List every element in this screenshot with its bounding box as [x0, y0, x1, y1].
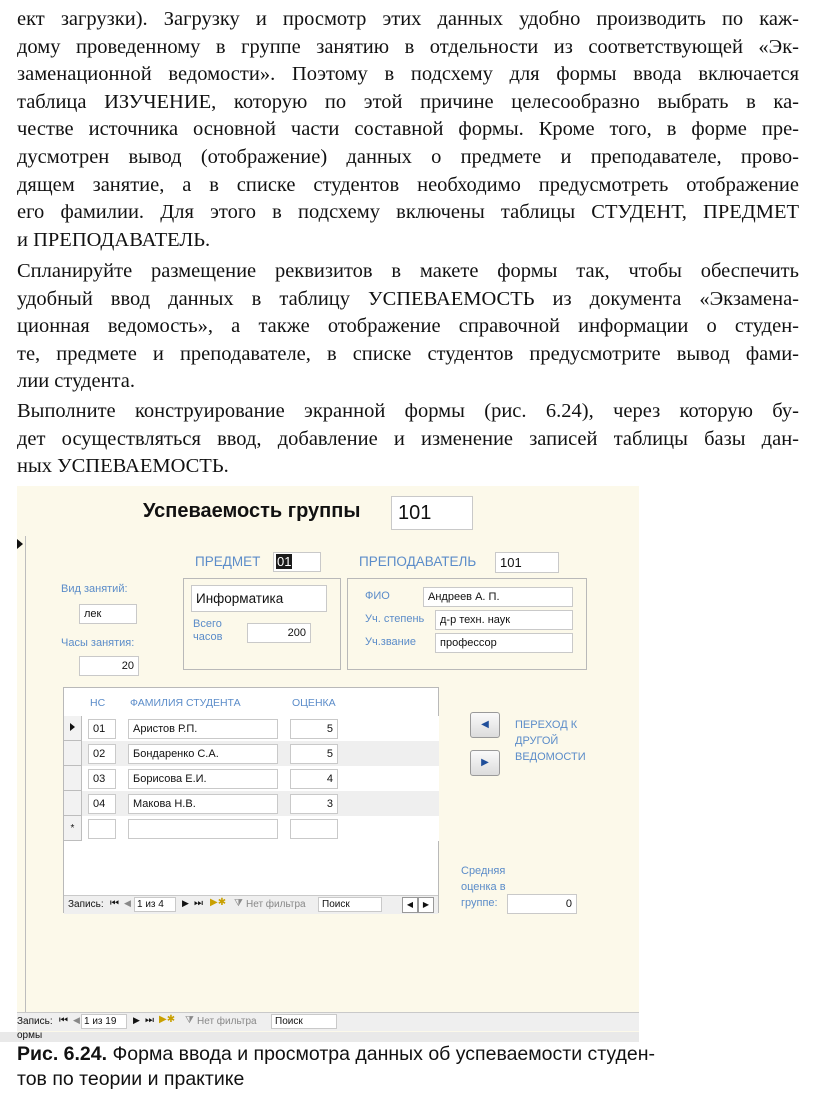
- ns-cell[interactable]: 04: [88, 794, 116, 814]
- student-cell[interactable]: Борисова Е.И.: [128, 769, 278, 789]
- subform-record-label: Запись:: [68, 899, 104, 910]
- row-selector[interactable]: [64, 716, 82, 741]
- last-record-icon[interactable]: ⏭: [194, 898, 203, 909]
- current-row-arrow-icon: [70, 723, 75, 731]
- scroll-right-icon[interactable]: ▶: [418, 897, 434, 913]
- jump-label-line: ПЕРЕХОД К: [515, 719, 578, 731]
- jump-label-line: ВЕДОМОСТИ: [515, 751, 586, 763]
- current-record-arrow-icon: [17, 539, 23, 549]
- filter-icon[interactable]: ⧩: [185, 1015, 194, 1026]
- new-record-icon[interactable]: ▶✱: [159, 1014, 176, 1025]
- total-hours-field[interactable]: 200: [247, 623, 311, 643]
- record-selector-strip[interactable]: [17, 536, 26, 1016]
- main-record-position[interactable]: 1 из 19: [81, 1014, 127, 1029]
- subject-label: ПРЕДМЕТ: [195, 554, 261, 569]
- text-line: Выполните конструирование экранной формы (рис. 6.24), через которую бу-: [17, 400, 799, 422]
- last-record-icon[interactable]: ⏭: [145, 1015, 154, 1026]
- caption-text-2: тов по теории и практике: [17, 1068, 245, 1090]
- new-record-row[interactable]: [64, 816, 439, 841]
- jump-label-line: ДРУГОЙ: [515, 735, 559, 747]
- caption-line-1: [17, 1042, 799, 1067]
- previous-record-icon[interactable]: ◀: [124, 898, 131, 908]
- text-line: те, предмете и преподавателе, в списке студентов предусмотрите вывод фами-: [17, 342, 799, 365]
- first-record-icon[interactable]: ⏮: [59, 1015, 68, 1026]
- fio-label: ФИО: [365, 590, 390, 602]
- text-line: его фамилии. Для этого в подсхему включены таблицы СТУДЕНТ, ПРЕДМЕТ: [17, 201, 799, 224]
- caption-text-1: Форма ввода и просмотра данных об успеваемости студен-: [112, 1043, 656, 1065]
- grade-cell[interactable]: 3: [290, 794, 338, 814]
- text-line: Спланируйте размещение реквизитов в макете формы так, чтобы обеспечить: [17, 260, 799, 282]
- academic-title-field[interactable]: профессор: [435, 633, 573, 653]
- text-line: дому проведенному в группе занятию в отдельности из соответствующей «Эк-: [17, 35, 799, 58]
- text-line: и ПРЕПОДАВАТЕЛЬ.: [17, 228, 211, 251]
- student-cell[interactable]: Макова Н.В.: [128, 794, 278, 814]
- new-record-marker[interactable]: *: [64, 816, 82, 841]
- paragraph-3: [17, 398, 799, 481]
- text-line: таблица ИЗУЧЕНИЕ, которую по этой причине целесообразно выбрать в ка-: [17, 90, 799, 113]
- text-line: честве источника основной части составной формы. Кроме того, в форме пре-: [17, 118, 799, 141]
- text-line: дет осуществляться ввод, добавление и изменение записей таблицы базы дан-: [17, 427, 799, 450]
- grade-cell[interactable]: 5: [290, 744, 338, 764]
- teacher-field[interactable]: 101: [495, 552, 559, 573]
- ns-cell[interactable]: 03: [88, 769, 116, 789]
- jump-to-sheet-label: [515, 717, 586, 765]
- ns-cell[interactable]: 02: [88, 744, 116, 764]
- table-row[interactable]: [64, 766, 439, 791]
- paragraph-1: [17, 6, 799, 254]
- form-screenshot: [17, 486, 639, 1032]
- average-label-line: группе:: [461, 897, 498, 909]
- paragraph-2: [17, 258, 799, 396]
- total-hours-label-line: Всего: [193, 618, 222, 630]
- academic-title-label: Уч.звание: [365, 636, 416, 648]
- student-cell[interactable]: Бондаренко С.А.: [128, 744, 278, 764]
- subject-value: 01: [277, 554, 292, 569]
- figure-caption: [17, 1042, 799, 1092]
- fio-field[interactable]: Андреев А. П.: [423, 587, 573, 607]
- subform-navigation-bar: [64, 895, 438, 914]
- average-grade-label: [461, 863, 506, 911]
- new-record-icon[interactable]: ▶✱: [210, 897, 227, 908]
- student-cell[interactable]: [128, 819, 278, 839]
- subject-name-field[interactable]: Информатика: [191, 585, 327, 612]
- subform-search-field[interactable]: Поиск: [318, 897, 382, 912]
- main-search-field[interactable]: Поиск: [271, 1014, 337, 1029]
- degree-field[interactable]: д-р техн. наук: [435, 610, 573, 630]
- text-line: заменационной ведомости». Поэтому в подсхему для формы ввода включается: [17, 63, 799, 86]
- table-row[interactable]: [64, 716, 439, 741]
- status-bar-text: ормы: [17, 1032, 43, 1041]
- column-header-ns: НС: [90, 697, 106, 709]
- status-bar: [0, 1032, 639, 1042]
- group-field[interactable]: 101: [391, 496, 473, 530]
- table-row[interactable]: [64, 741, 439, 766]
- scroll-left-icon[interactable]: ◀: [402, 897, 418, 913]
- column-header-student: ФАМИЛИЯ СТУДЕНТА: [130, 697, 241, 709]
- text-line: лии студента.: [17, 370, 135, 393]
- hours-label: Часы занятия:: [61, 637, 135, 649]
- row-selector[interactable]: [64, 741, 82, 766]
- subform-filter-status[interactable]: Нет фильтра: [246, 899, 306, 910]
- next-sheet-button[interactable]: ▶: [470, 750, 500, 776]
- row-selector[interactable]: [64, 766, 82, 791]
- main-filter-status[interactable]: Нет фильтра: [197, 1016, 257, 1027]
- ns-cell[interactable]: 01: [88, 719, 116, 739]
- main-record-label: Запись:: [17, 1016, 53, 1027]
- total-hours-label-line: часов: [193, 631, 223, 643]
- hours-field[interactable]: 20: [79, 656, 139, 676]
- subject-field[interactable]: [273, 552, 321, 572]
- text-line: дящем занятие, а в списке студентов необходимо предусмотреть отображение: [17, 173, 799, 196]
- lesson-type-label: Вид занятий:: [61, 583, 128, 595]
- total-hours-label: [193, 618, 222, 644]
- text-line: удобный ввод данных в таблицу УСПЕВАЕМОСТЬ из документа «Экзамена-: [17, 287, 799, 310]
- caption-label: Рис. 6.24.: [17, 1043, 108, 1065]
- filter-icon[interactable]: ⧩: [234, 898, 243, 909]
- grade-cell[interactable]: 4: [290, 769, 338, 789]
- text-line: дусмотрен вывод (отображение) данных о предмете и преподавателе, прово-: [17, 145, 799, 168]
- next-record-icon[interactable]: ▶: [182, 898, 189, 908]
- grade-cell[interactable]: 5: [290, 719, 338, 739]
- degree-label: Уч. степень: [365, 613, 425, 625]
- row-selector[interactable]: [64, 791, 82, 816]
- student-cell[interactable]: Аристов Р.П.: [128, 719, 278, 739]
- ns-cell[interactable]: [88, 819, 116, 839]
- teacher-label: ПРЕПОДАВАТЕЛЬ: [359, 554, 477, 569]
- students-subform: [63, 687, 439, 913]
- lesson-type-field[interactable]: лек: [79, 604, 137, 624]
- table-row[interactable]: [64, 791, 439, 816]
- previous-sheet-button[interactable]: ◀: [470, 712, 500, 738]
- previous-record-icon[interactable]: ◀: [73, 1015, 80, 1025]
- average-label-line: оценка в: [461, 881, 506, 893]
- text-line: ционная ведомость», а также отображение справочной информации о студен-: [17, 315, 799, 338]
- main-navigation-bar: [17, 1012, 639, 1031]
- text-line: ных УСПЕВАЕМОСТЬ.: [17, 455, 229, 478]
- average-label-line: Средняя: [461, 865, 506, 877]
- text-line: ект загрузки). Загрузку и просмотр этих данных удобно производить по каж-: [17, 8, 799, 30]
- column-header-grade: ОЦЕНКА: [292, 697, 336, 709]
- average-grade-field[interactable]: 0: [507, 894, 577, 914]
- first-record-icon[interactable]: ⏮: [110, 898, 119, 909]
- grade-cell[interactable]: [290, 819, 338, 839]
- form-title: Успеваемость группы: [143, 500, 361, 522]
- next-record-icon[interactable]: ▶: [133, 1015, 140, 1025]
- subform-record-position[interactable]: 1 из 4: [134, 897, 176, 912]
